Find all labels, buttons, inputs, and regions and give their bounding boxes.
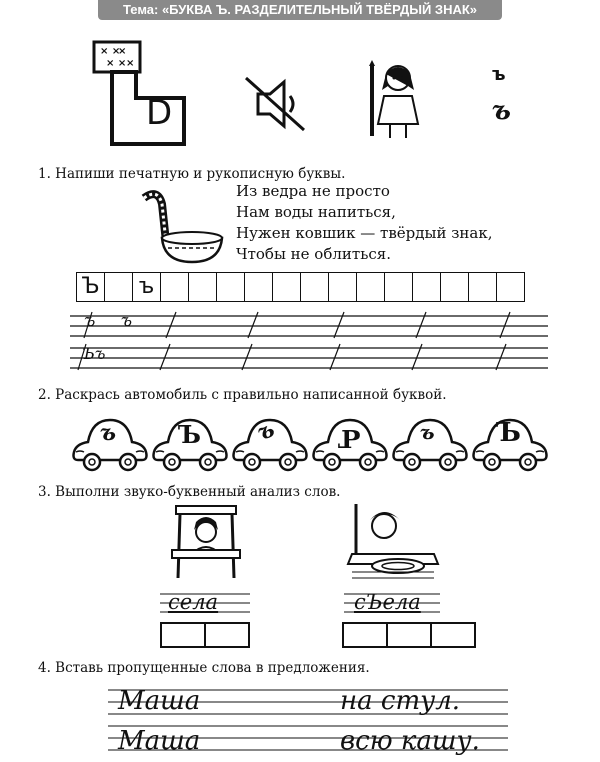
task2-title: 2. Раскрась автомобиль с правильно написанной буквой.	[38, 387, 447, 403]
poem-line: Нужен ковшик — твёрдый знак,	[236, 224, 493, 242]
script-letter: ъ	[492, 96, 511, 126]
grid-cell[interactable]	[357, 272, 385, 302]
poem-line: Нам воды напиться,	[236, 203, 396, 221]
grid-cell[interactable]	[245, 272, 273, 302]
grid-cell[interactable]	[217, 272, 245, 302]
script-sample-row2: Ъъ	[82, 344, 106, 363]
car-letter: ъ	[420, 420, 435, 444]
print-letter: ъ	[492, 64, 506, 85]
car-letter: ъ	[100, 420, 116, 446]
grid-cell[interactable]	[105, 272, 133, 302]
car-letter: ъ	[254, 416, 278, 446]
car-row	[72, 410, 552, 476]
word-sela-lines	[160, 586, 250, 616]
grid-cell[interactable]	[441, 272, 469, 302]
cars-graphic	[72, 410, 552, 476]
svg-text:×: ×	[126, 58, 135, 69]
grid-cell[interactable]	[329, 272, 357, 302]
grid-cell[interactable]	[469, 272, 497, 302]
ladle-illustration	[140, 192, 224, 264]
word-sjela-lines	[344, 586, 440, 616]
sound-box[interactable]	[206, 622, 250, 648]
poem-line: Из ведра не просто	[236, 182, 390, 200]
letter-writing-grid	[76, 272, 525, 302]
task3-title: 3. Выполни звуко-буквенный анализ слов.	[38, 484, 341, 500]
car-letter: Ъ	[496, 418, 521, 448]
big-letter-label: D	[146, 93, 173, 133]
poem-line: Чтобы не облиться.	[236, 245, 391, 263]
grid-cell[interactable]	[189, 272, 217, 302]
page-title: Тема: «БУКВА Ъ. РАЗДЕЛИТЕЛЬНЫЙ ТВЁРДЫЙ ЗНАК»	[98, 0, 502, 20]
sound-scheme-1	[160, 622, 250, 648]
word-sjela: сЪела	[354, 590, 421, 614]
sound-box[interactable]	[162, 622, 206, 648]
grid-cell[interactable]	[273, 272, 301, 302]
sentence1-subject: Маша	[118, 686, 201, 716]
car-letter: Ъ	[178, 420, 201, 449]
grid-cell[interactable]	[385, 272, 413, 302]
sound-scheme-2	[342, 622, 476, 648]
grid-cell[interactable]	[161, 272, 189, 302]
car-letter: Ъ	[338, 424, 361, 453]
sentence2-subject: Маша	[118, 726, 201, 756]
sound-box[interactable]	[344, 622, 388, 648]
task4-title: 4. Вставь пропущенные слова в предложения.	[38, 660, 370, 676]
grid-cell[interactable]	[301, 272, 329, 302]
task1-title: 1. Напиши печатную и рукописную буквы.	[38, 166, 346, 182]
girl-with-plate-illustration	[348, 502, 438, 584]
sound-box[interactable]	[432, 622, 476, 648]
girl-at-chair-illustration	[168, 504, 244, 580]
grid-cell[interactable]: Ъ	[77, 272, 105, 302]
grid-cell[interactable]	[413, 272, 441, 302]
script-sample-row1: ъ ъ	[84, 311, 143, 331]
svg-text:× ×: × ×	[100, 46, 121, 57]
grid-cell[interactable]	[497, 272, 525, 302]
sentence2-rest: всю кашу.	[340, 726, 480, 756]
svg-text:×: ×	[118, 46, 127, 57]
big-hard-sign-illustration	[92, 40, 192, 150]
girl-with-pencil-illustration	[364, 60, 424, 142]
speaker-muted-icon	[244, 76, 306, 132]
sound-box[interactable]	[388, 622, 432, 648]
grid-cell[interactable]: ъ	[133, 272, 161, 302]
sentence1-rest: на стул.	[340, 686, 461, 716]
word-sela: села	[168, 590, 219, 614]
svg-text:× ×: × ×	[106, 58, 127, 69]
